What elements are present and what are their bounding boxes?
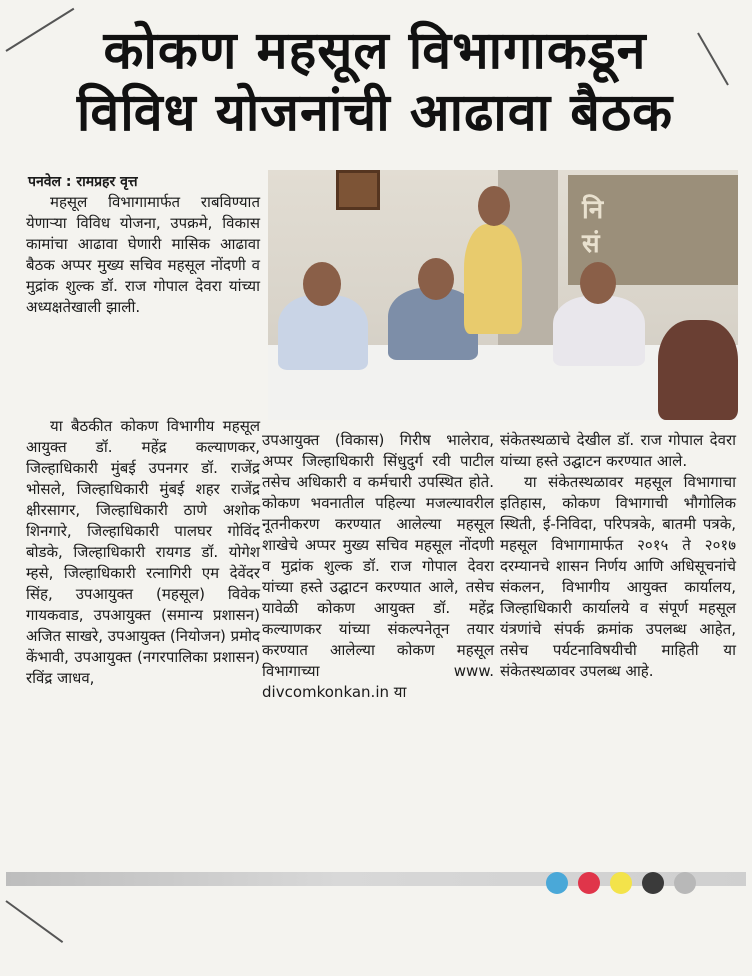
- person-standing: [464, 224, 522, 334]
- footer-rule: [6, 872, 746, 886]
- person-left-head: [303, 262, 341, 306]
- person-right: [553, 296, 645, 366]
- person-center-head: [418, 258, 454, 300]
- wall-frame: [336, 170, 380, 210]
- article-column-1: [26, 416, 260, 689]
- article-column-3: [500, 430, 736, 682]
- color-dot-grey: [674, 872, 696, 894]
- article-column-2: [262, 430, 494, 703]
- corner-rule-bottom: [5, 900, 63, 943]
- color-dot-blue: [546, 872, 568, 894]
- paragraph: उपआयुक्त (विकास) गिरीष भालेराव, अप्पर जिल्हाधिकारी सिंधुदुर्ग रवी पाटील तसेच अधिकारी व कर्मचारी उपस्थित होते. कोकण भवनातील पहिल्या मजल्यावरील नूतनीकरण करण्यात आलेल्या महसूल शाखेचे अप्पर मुख्य सचिव महसूल नोंदणी व मुद्रांक शुल्क डॉ. राज गोपाल देवरा यांच्या हस्ते उद्घाटन करण्यात आले, तसेच यावेळी कोकण आयुक्त डॉ. महेंद्र कल्याणकर यांच्या संकल्पनेतून तयार करण्यात आलेल्या कोकण महसूल विभागाच्या www. divcomkonkan.in या: [262, 431, 494, 701]
- color-dot-black: [642, 872, 664, 894]
- paragraph: या बैठकीत कोकण विभागीय महसूल आयुक्त डॉ. महेंद्र कल्याणकर, जिल्हाधिकारी मुंबई उपनगर डॉ. राजेंद्र भोसले, जिल्हाधिकारी मुंबई शहर राजेंद्र क्षीरसागर, जिल्हाधिकारी ठाणे अशोक शिनगारे, जिल्हाधिकारी पालघर गोविंद बोडके, जिल्हाधिकारी रायगड डॉ. योगेश म्हसे, जिल्हाधिकारी रत्नागिरी एम देवेंदर सिंह, उपआयुक्त (महसूल) विवेक गायकवाड, उपआयुक्त (समान्य प्रशासन) अजित साखरे, उपआयुक्त (नियोजन) प्रमोद केंभावी, उपआयुक्त (नगरपालिका प्रशासन) रविंद्र जाधव,: [26, 417, 260, 687]
- meeting-photo: [268, 170, 738, 420]
- paragraph: महसूल विभागामार्फत राबविण्यात येणाऱ्या विविध योजना, उपक्रमे, विकास कामांचा आढावा घेणारी मासिक आढावा बैठक अप्पर मुख्य सचिव महसूल नोंदणी व मुद्रांक शुल्क डॉ. राज गोपाल देवरा यांच्या अध्यक्षतेखाली झाली.: [26, 193, 260, 316]
- article-column-1-intro: [26, 192, 260, 318]
- byline: पनवेल : रामप्रहर वृत्त: [28, 174, 138, 190]
- color-dot-red: [578, 872, 600, 894]
- paragraph: या संकेतस्थळावर महसूल विभागाचा इतिहास, कोकण विभागाची भौगोलिक स्थिती, ई-निविदा, परिपत्रके, बातमी पत्रके, महसूल विभागामार्फत २०१५ ते २०१७ दरम्यानचे शासन निर्णय आणि अधिसूचनांचे संकलन, विभागीय आयुक्त कार्यालय, जिल्हाधिकारी कार्यालये व संपूर्ण महसूल यंत्रणांचे संपर्क क्रमांक उपलब्ध आहेत, तसेच पर्यटनाविषयीची माहिती या संकेतस्थळावर उपलब्ध आहे.: [500, 473, 736, 680]
- person-right-head: [580, 262, 616, 304]
- paragraph: संकेतस्थळाचे देखील डॉ. राज गोपाल देवरा यांच्या हस्ते उद्घाटन करण्यात आले.: [500, 431, 736, 470]
- headline: [30, 20, 720, 144]
- person-foreground: [658, 320, 738, 420]
- person-standing-head: [478, 186, 510, 226]
- wall-sign: नि सं: [568, 175, 738, 285]
- headline-line-1: कोकण महसूल विभागाकडून: [103, 21, 647, 81]
- person-left: [278, 295, 368, 370]
- headline-line-2: विविध योजनांची आढावा बैठक: [76, 83, 674, 143]
- color-dot-yellow: [610, 872, 632, 894]
